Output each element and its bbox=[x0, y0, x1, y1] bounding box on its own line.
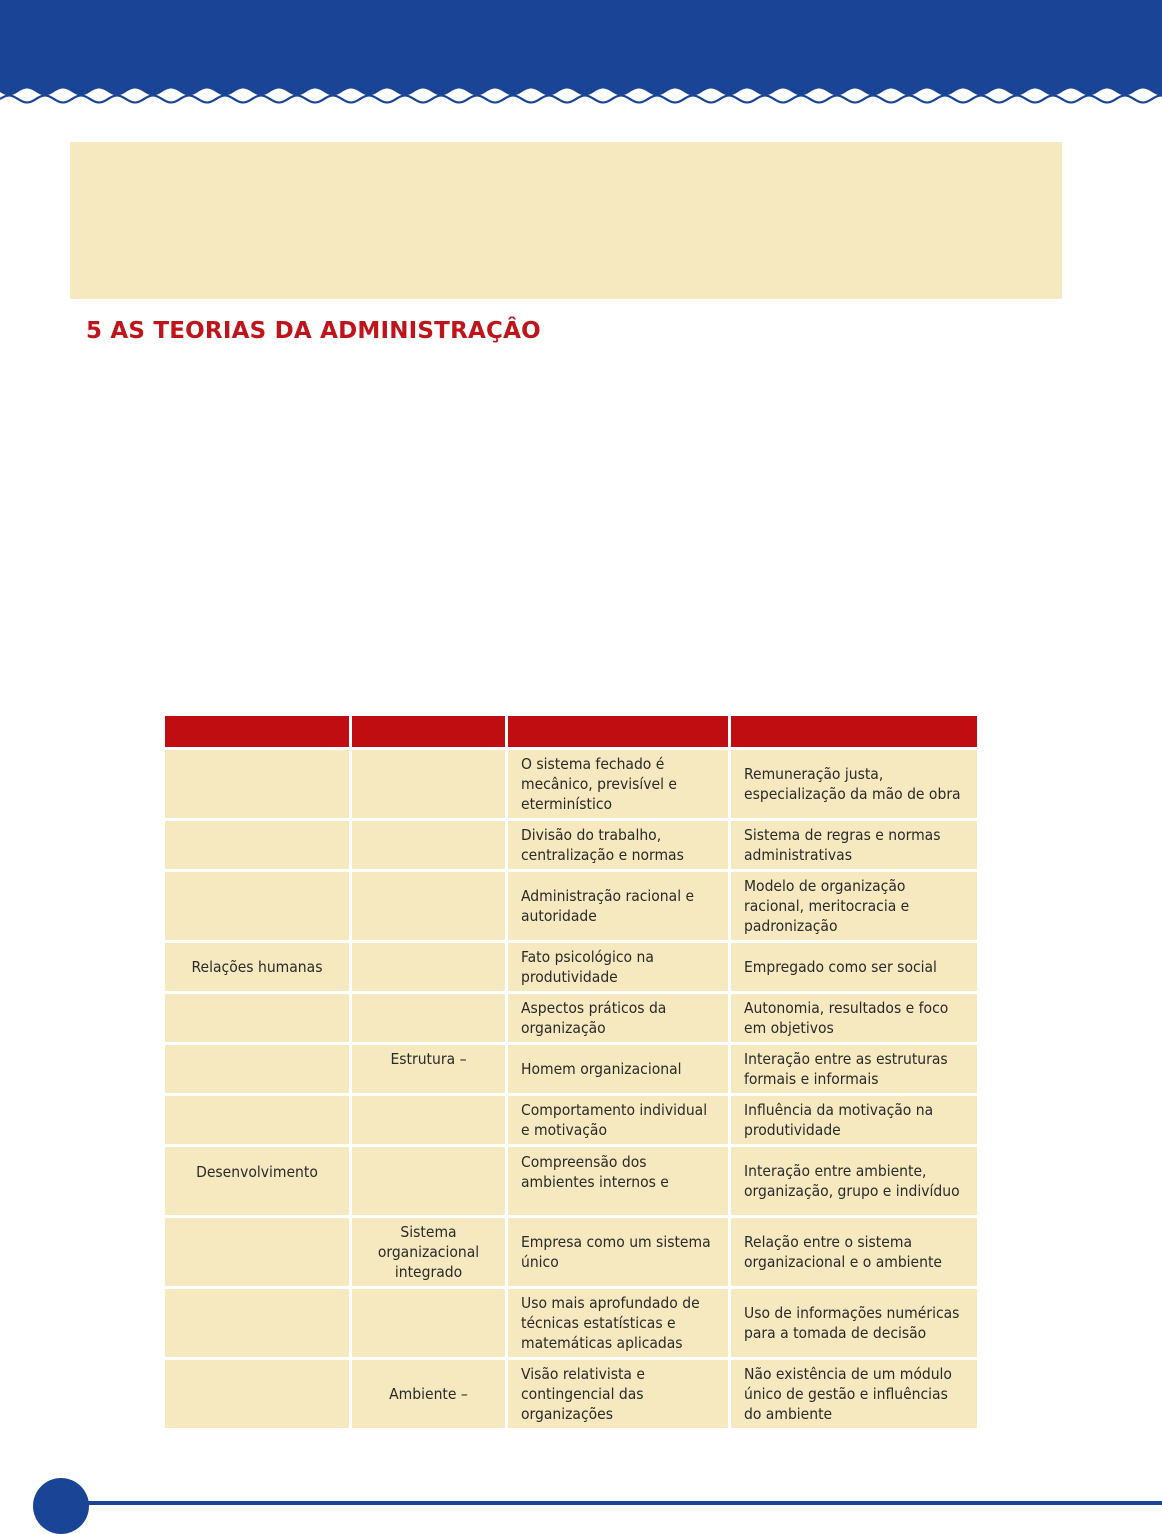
cell-theory bbox=[165, 1096, 352, 1147]
table-row bbox=[165, 872, 977, 943]
cell-emphasis bbox=[352, 1096, 508, 1147]
cell-contributions: Uso de informações numéricas para a tomada de decisão bbox=[731, 1289, 977, 1360]
cell-concepts: Comportamento individual e motivação bbox=[508, 1096, 731, 1147]
note-box bbox=[70, 142, 1062, 299]
header-concepts bbox=[508, 716, 731, 750]
cell-emphasis: Estrutura – bbox=[352, 1045, 508, 1096]
cell-emphasis bbox=[352, 994, 508, 1045]
cell-contributions: Não existência de um módulo único de gestão e influências do ambiente bbox=[731, 1360, 977, 1431]
cell-theory bbox=[165, 1045, 352, 1096]
cell-theory bbox=[165, 821, 352, 872]
cell-theory bbox=[165, 750, 352, 821]
cell-concepts: Visão relativista e contingencial das organizações bbox=[508, 1360, 731, 1431]
cell-theory: Relações humanas bbox=[165, 943, 352, 994]
cell-concepts: Fato psicológico na produtividade bbox=[508, 943, 731, 994]
table-row bbox=[165, 943, 977, 994]
cell-emphasis: Sistema organizacional integrado bbox=[352, 1218, 508, 1289]
cell-contributions: Empregado como ser social bbox=[731, 943, 977, 994]
page-number-dot bbox=[33, 1478, 89, 1534]
table-row bbox=[165, 821, 977, 872]
cell-emphasis bbox=[352, 821, 508, 872]
cell-concepts: Uso mais aprofundado de técnicas estatísticas e matemáticas aplicadas bbox=[508, 1289, 731, 1360]
cell-concepts: Compreensão dos ambientes internos e bbox=[508, 1147, 731, 1218]
table-row bbox=[165, 1360, 977, 1431]
cell-theory bbox=[165, 1218, 352, 1289]
cell-contributions: Interação entre ambiente, organização, grupo e indivíduo bbox=[731, 1147, 977, 1218]
cell-contributions: Modelo de organização racional, meritocracia e padronização bbox=[731, 872, 977, 943]
table-row bbox=[165, 750, 977, 821]
cell-contributions: Sistema de regras e normas administrativas bbox=[731, 821, 977, 872]
page-header-band bbox=[0, 0, 1162, 104]
footer-rule bbox=[60, 1501, 1162, 1505]
cell-concepts: O sistema fechado é mecânico, previsível e eterminístico bbox=[508, 750, 731, 821]
cell-contributions: Relação entre o sistema organizacional e o ambiente bbox=[731, 1218, 977, 1289]
cell-theory bbox=[165, 872, 352, 943]
cell-theory bbox=[165, 994, 352, 1045]
cell-emphasis bbox=[352, 750, 508, 821]
cell-concepts: Divisão do trabalho, centralização e normas bbox=[508, 821, 731, 872]
wave-banner bbox=[0, 0, 1162, 104]
cell-contributions: Influência da motivação na produtividade bbox=[731, 1096, 977, 1147]
cell-theory bbox=[165, 1360, 352, 1431]
cell-emphasis bbox=[352, 1147, 508, 1218]
header-emphasis bbox=[352, 716, 508, 750]
cell-emphasis: Ambiente – bbox=[352, 1360, 508, 1431]
section-title: 5 AS TEORIAS DA ADMINISTRAÇÂO bbox=[86, 318, 541, 344]
cell-emphasis bbox=[352, 872, 508, 943]
cell-theory: Desenvolvimento bbox=[165, 1147, 352, 1218]
cell-emphasis bbox=[352, 943, 508, 994]
cell-concepts: Administração racional e autoridade bbox=[508, 872, 731, 943]
cell-contributions: Autonomia, resultados e foco em objetivos bbox=[731, 994, 977, 1045]
theories-table bbox=[165, 716, 977, 1431]
table-header-row bbox=[165, 716, 977, 750]
header-contributions bbox=[731, 716, 977, 750]
cell-emphasis bbox=[352, 1289, 508, 1360]
cell-concepts: Aspectos práticos da organização bbox=[508, 994, 731, 1045]
cell-contributions: Interação entre as estruturas formais e informais bbox=[731, 1045, 977, 1096]
table-row bbox=[165, 1096, 977, 1147]
table-row bbox=[165, 994, 977, 1045]
cell-theory bbox=[165, 1289, 352, 1360]
cell-concepts: Empresa como um sistema único bbox=[508, 1218, 731, 1289]
cell-concepts: Homem organizacional bbox=[508, 1045, 731, 1096]
table-row bbox=[165, 1147, 977, 1218]
cell-contributions: Remuneração justa, especialização da mão de obra bbox=[731, 750, 977, 821]
table-row bbox=[165, 1289, 977, 1360]
table-row bbox=[165, 1045, 977, 1096]
table-row bbox=[165, 1218, 977, 1289]
header-theory bbox=[165, 716, 352, 750]
wave-fill bbox=[0, 0, 1162, 95]
